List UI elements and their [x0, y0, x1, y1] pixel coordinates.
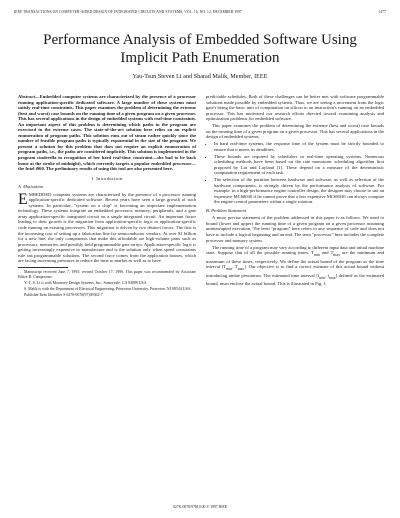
intro-paragraph [18, 192, 196, 264]
journal-header: IEEE TRANSACTIONS ON COMPUTER-AIDED DESIGN OF INTEGRATED CIRCUITS AND SYSTEMS, VOL. 16, NO. 12, DECEMBER 1997 [14, 10, 242, 14]
applications-list [206, 141, 384, 204]
list-item: • In hard real-time systems, the response time of the system must be strictly bounded to ensure that it meets its deadlines. [214, 141, 384, 152]
left-column [18, 94, 196, 299]
list-item: • The selection of the partition between hardware and software, as well as selection of the hardware components, is strongly driven by the performance analysis of software. For example, in a high-performance engine controller design, the designer may choose to use an expensive MC68040 if he cannot prove that a less expensive MC68030 can always compute the engine control parameters within a single rotation. [214, 177, 384, 205]
section-introduction-heading: I. Introduction [91, 175, 123, 181]
intro-paragraph-text: MBEDDED computer systems are characterized by the presence of a processor running application-specific dedicated software. Recent years have seen a large growth of such systems. In particular, "system on a chip" is becoming an important implementation technology. These systems integrate an embedded processor, memory, peripherals, and a gate array application-specific integrated circuit on a single integrated circuit. An important factor leading to their growth is the migration from application-specific logic to application-specific code running on existing processors. This migration is driven by two distinct forces. The first is the increasing cost of setting up a fabrication line for semiconductor vendors. At over $1 billion for a new line, the only components that make this affordable are high-volume parts such as processors, memories, and possibly field programmable gate arrays. Application-specific logic is getting increasingly expensive to manufacture and is the solution only when speed constraints rule out programmable solutions. The second force comes from the application houses, which are facing increasing pressures to reduce the time to market as well as to have [18, 191, 196, 264]
footnote-divider [18, 267, 68, 268]
footnote-author-li: Y.-T. S. Li is with Monterey Design Systems, Inc., Sunnyvale, CA 94089 USA. [24, 280, 148, 285]
paragraph-running-time: The running time of a program may vary according to different input data and initial machine state. Suppose that of all the possible running times, $T_{min}$ and $T_{max}$ are the minimum and maximum of these times, respectively. We define the actual bound of the program as the time interval [$T_{min}$, $T_{max}$]. Our objective is to find a correct estimate of this actual bound without introducing undue pessimism. The estimated time interval [$t_{min}$, $t_{max}$] defined as the estimated bound, must enclose the actual bound. This is illustrated in Fig. 1. [206, 244, 385, 286]
subsection-problem-statement-heading: B. Problem Statement [206, 207, 247, 213]
paper-authors: Yau-Tsun Steven Li and Sharad Malik, Member, IEEE [132, 73, 268, 80]
drop-cap: E [18, 190, 28, 208]
copyright-footer: 0278–0070/97$10.00 © 1997 IEEE [173, 505, 227, 509]
page-number: 1477 [378, 10, 386, 14]
footnote-manuscript: Manuscript received June 7, 1995; revised October 17, 1996. This paper was recommended by Associate Editor R. Camposano. [18, 269, 196, 279]
paragraph-problem-statement: A more precise statement of the problem addressed in this paper is as follows. We need to bound (lower and upper) the running time of a given program on a given processor assuming uninterrupted execution. The term "program" here refers to any sequence of code and does not have to include a logical beginning and an end. The term "processor" here includes the complete processor and memory system. [206, 215, 384, 243]
right-column [206, 94, 384, 288]
running-header [14, 10, 386, 18]
footnote-author-malik: S. Malik is with the Department of Electrical Engineering, Princeton University, Princeton, NJ 08544 USA. [24, 286, 192, 291]
paragraph-problem-overview: This paper examines the problem of determining the extreme (best and worst) case bounds on the running time of a given program on a given processor. This has several applications in the design of embedded systems. [206, 123, 384, 140]
paper-title: Performance Analysis of Embedded Software Using Implicit Path Enumeration [43, 32, 357, 66]
subsection-motivation-heading: A. Motivation [18, 184, 44, 190]
abstract: Abstract—Embedded computer systems are characterized by the presence of a processor running application-specific dedicated software. A large number of these systems must satisfy real-time constraints. This paper examines the problem of determining the extreme (best and worst) case bounds on the running time of a given program on a given processor. This has several applications in the design of embedded systems with real-time constraints. An important aspect of this problem is determining which paths in the program are exercised in the extreme cases. The state-of-the-art solution here relies on an explicit enumeration of program paths. This solution runs out of steam rather quickly since the number of feasible program paths is typically exponential in the size of the program. We present a solution for this problem that does not require an explicit enumeration of program paths, i.e., the paths are considered implicitly. This solution is implemented in the program cinderella in recognition of her hard real-time constraint—she had to be back home at the stroke of midnight), which currently targets a popular embedded processor—the Intel i960. The preliminary results of using this tool are also presented here. [18, 94, 196, 172]
list-item: • These bounds are required by schedulers in real-time operating systems. Numerous scheduling methods have been based on the rate monotonic scheduling algorithm first proposed by Liu and Layland [1]. These depend on a measure of the deterministic computation requirement of each task. [214, 154, 384, 176]
footnote-publisher-id: Publisher Item Identifier S 0278-0070(97)09362-7. [24, 293, 104, 298]
paragraph-challenges: predictable schedules. Both of these challenges can be better met with software programmable solutions made possible by embedded systems. Thus, we are seeing a movement from the logic gate's being the basic unit of computation on silicon to an instruction's running on an embedded processor. This has motivated our research efforts directed toward examining analysis and optimization problems for embedded software. [206, 94, 384, 122]
